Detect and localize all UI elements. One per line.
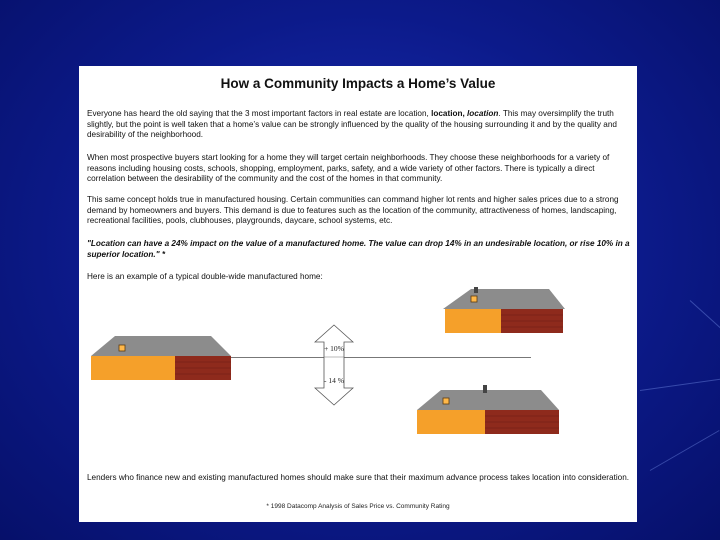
drop-label: - 14 %	[324, 376, 344, 385]
house-window	[119, 345, 125, 351]
footnote: * 1998 Datacomp Analysis of Sales Price vs. Community Rating	[266, 503, 450, 510]
background-streak	[650, 430, 720, 471]
intro-text-end: . This may oversimplify the truth slightly, but the point is well taken that a home’s value can be strongly influenced by the quality of the housing surrounding it and by the quality and desirability of the neighborhood.	[87, 109, 617, 140]
location-impact-quote: "Location can have a 24% impact on the value of a manufactured home. The value can drop 14% in an undesirable location, or rise 10% in a superior location." *	[87, 239, 630, 259]
slide-page	[79, 66, 637, 522]
house-superior-location	[439, 287, 567, 335]
house-front-wall	[91, 356, 175, 380]
intro-text-start: Everyone has heard the old saying that the 3 most important factors in real estate are location,	[87, 109, 432, 118]
background-streak	[640, 377, 720, 391]
house-chimney	[483, 385, 487, 393]
house-roof	[443, 289, 565, 309]
house-roof	[417, 390, 559, 410]
rise-label: + 10%	[324, 344, 344, 353]
background-streak	[690, 300, 720, 334]
page-title: How a Community Impacts a Home’s Value	[220, 76, 496, 91]
house-front-wall	[417, 410, 485, 434]
house-front-wall	[445, 309, 501, 333]
house-baseline	[87, 334, 235, 382]
closing-paragraph: Lenders who finance new and existing manufactured homes should make sure that their maximum advance process takes location into consideration.	[87, 473, 630, 482]
example-intro: Here is an example of a typical double-wide manufactured home:	[87, 272, 323, 281]
intro-emphasis-2: location	[467, 109, 499, 118]
neighborhood-paragraph: When most prospective buyers start looking for a home they will target certain neighborhoods. They choose these neighborhoods for a variety of reasons including housing costs, schools, shopping, employment, parks, safety, and a wide variety of other factors. There is typically a direct correlation between the desirability of the community and the cost of the homes in that community.	[87, 153, 610, 184]
house-undesirable-location	[413, 384, 563, 436]
house-roof	[91, 336, 231, 356]
intro-emphasis-1: location,	[431, 109, 465, 118]
house-chimney	[474, 287, 478, 293]
house-window	[471, 296, 477, 302]
intro-paragraph	[87, 109, 635, 141]
baseline-value-line	[231, 357, 531, 358]
value-change-arrow	[314, 324, 354, 406]
manufactured-housing-paragraph: This same concept holds true in manufactured housing. Certain communities can command higher lot rents and higher sales prices due to a strong demand by homeowners and buyers. This demand is due to features such as the location of the community, attractiveness of homes, landscaping, recreational facilities, pools, clubhouses, playgrounds, daycare, school systems, etc.	[87, 195, 619, 226]
double-arrow-icon	[314, 324, 354, 406]
house-window	[443, 398, 449, 404]
